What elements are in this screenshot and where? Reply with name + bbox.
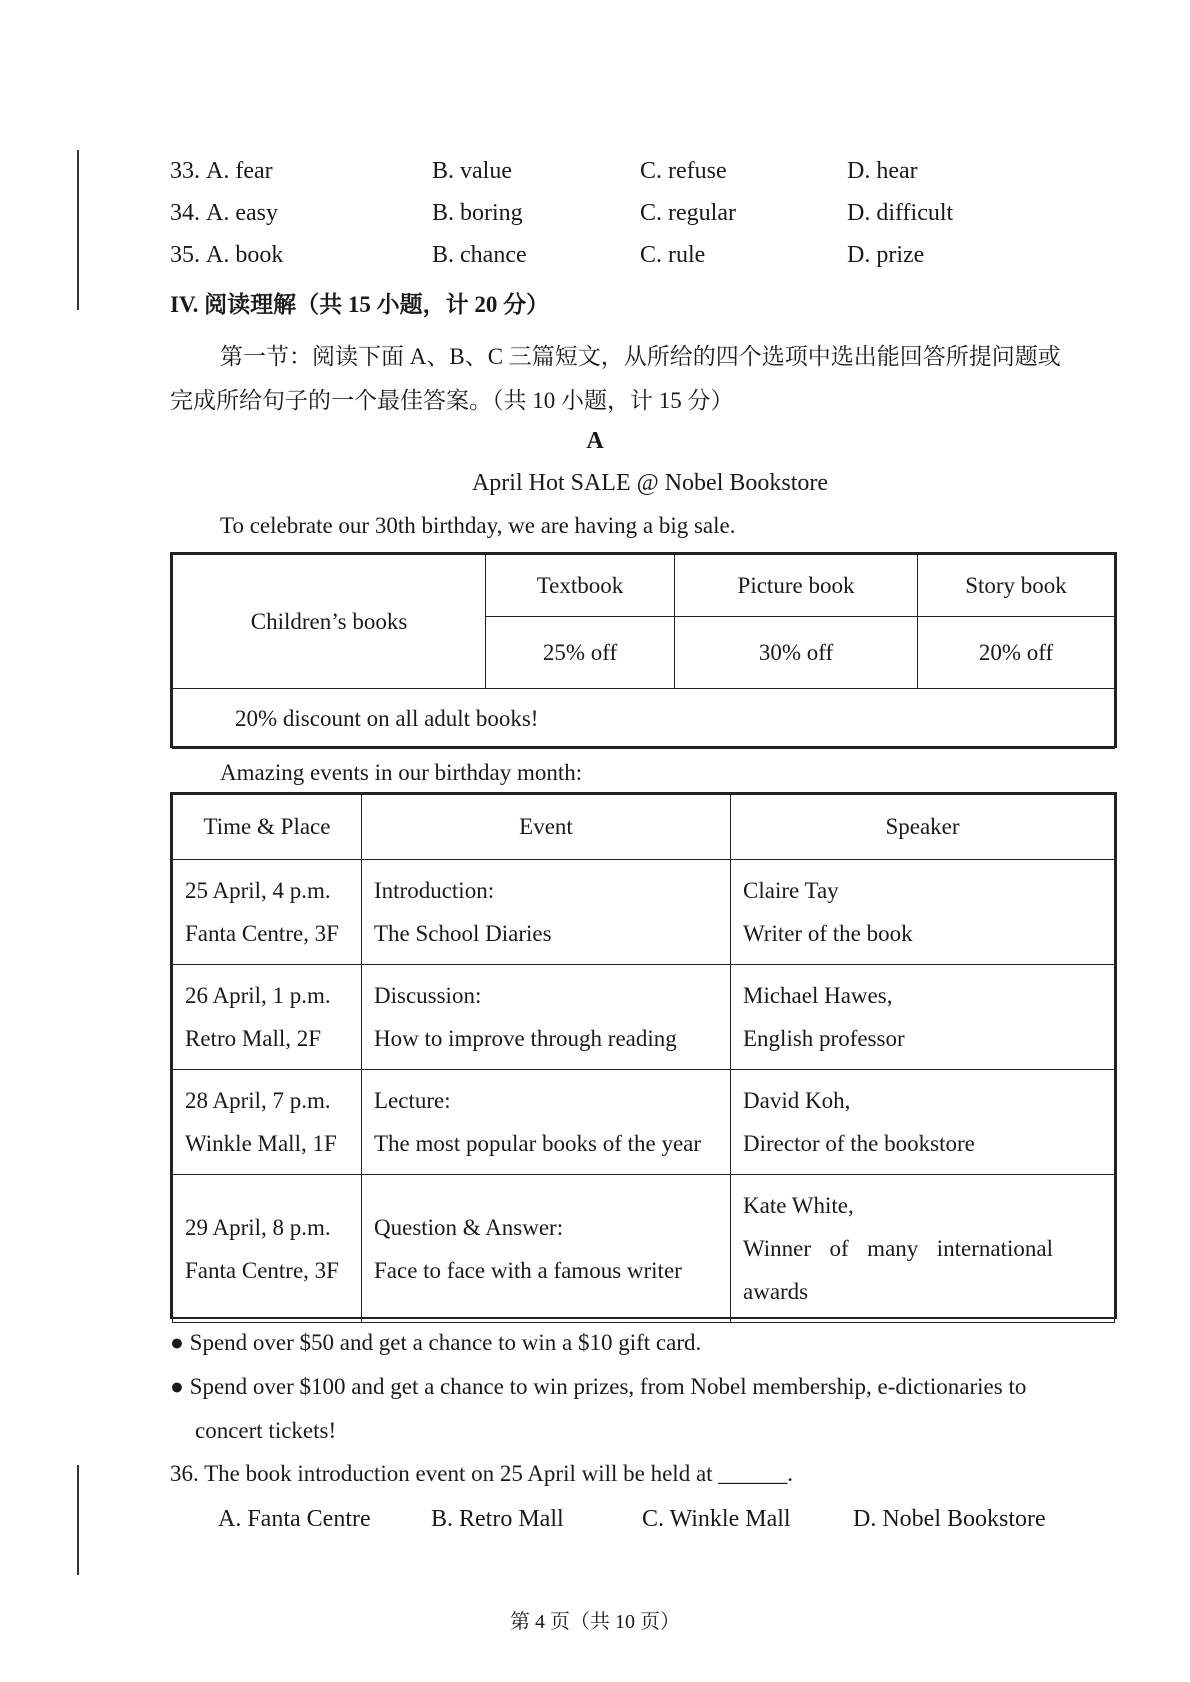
event-role: Director of the bookstore bbox=[743, 1131, 975, 1156]
event-time: 26 April, 1 p.m. bbox=[185, 983, 331, 1008]
event-role: Winner of many international awards bbox=[743, 1236, 1053, 1304]
discount-textbook: 25% off bbox=[486, 617, 675, 689]
option-c: C. refuse bbox=[640, 158, 727, 184]
question-36-stem: 36. The book introduction event on 25 April will be held at ______. bbox=[170, 1461, 794, 1486]
header-speaker: Speaker bbox=[731, 795, 1115, 860]
event-role: English professor bbox=[743, 1026, 905, 1051]
option-c: C. Winkle Mall bbox=[642, 1506, 791, 1532]
question-number: 34. bbox=[170, 200, 200, 226]
discount-story-book: 20% off bbox=[918, 617, 1115, 689]
instruction-line-1: 第一节：阅读下面 A、B、C 三篇短文，从所给的四个选项中选出能回答所提问题或 bbox=[220, 344, 1061, 369]
margin-line-top bbox=[77, 150, 79, 310]
header-time-place: Time & Place bbox=[173, 795, 362, 860]
option-a: A. Fanta Centre bbox=[218, 1506, 371, 1532]
question-number: 33. bbox=[170, 158, 200, 184]
sale-table bbox=[170, 552, 1117, 748]
option-d: D. hear bbox=[847, 158, 918, 184]
event-place: Winkle Mall, 1F bbox=[185, 1131, 337, 1156]
event-time: 28 April, 7 p.m. bbox=[185, 1088, 331, 1113]
bullet-text: Spend over $100 and get a chance to win prizes, from Nobel membership, e-dictionaries to bbox=[189, 1374, 1027, 1399]
event-title: How to improve through reading bbox=[374, 1026, 677, 1051]
event-place: Fanta Centre, 3F bbox=[185, 921, 339, 946]
question-35 bbox=[170, 242, 1070, 276]
option-b: B. boring bbox=[432, 200, 523, 226]
passage-intro: To celebrate our 30th birthday, we are having a big sale. bbox=[220, 513, 736, 538]
option-a: A. book bbox=[206, 242, 284, 268]
events-intro: Amazing events in our birthday month: bbox=[220, 760, 583, 785]
event-type: Question & Answer: bbox=[374, 1214, 564, 1240]
event-speaker: Kate White, bbox=[743, 1193, 854, 1218]
option-b: B. chance bbox=[432, 242, 527, 268]
header-textbook: Textbook bbox=[486, 555, 675, 617]
option-c: C. rule bbox=[640, 242, 706, 268]
header-story-book: Story book bbox=[918, 555, 1115, 617]
option-c: C. regular bbox=[640, 200, 736, 226]
bullet-1: ● Spend over $50 and get a chance to win a $10 gift card. bbox=[170, 1330, 702, 1355]
instruction-line-2: 完成所给句子的一个最佳答案。（共 10 小题，计 15 分） bbox=[170, 388, 734, 413]
option-b: B. value bbox=[432, 158, 512, 184]
option-b: B. Retro Mall bbox=[431, 1506, 564, 1532]
header-event: Event bbox=[362, 795, 731, 860]
event-speaker: Michael Hawes, bbox=[743, 983, 893, 1008]
table-row bbox=[173, 965, 1115, 1070]
table-row bbox=[173, 860, 1115, 965]
event-type: Discussion: bbox=[374, 983, 482, 1008]
passage-letter: A bbox=[586, 428, 604, 454]
event-title: The School Diaries bbox=[374, 921, 552, 946]
question-36-options bbox=[218, 1506, 1118, 1540]
event-title: The most popular books of the year bbox=[374, 1131, 702, 1156]
events-table bbox=[170, 792, 1117, 1319]
option-a: A. fear bbox=[206, 158, 273, 184]
event-type: Introduction: bbox=[374, 878, 495, 903]
row-label-childrens-books: Children’s books bbox=[173, 555, 486, 689]
event-title: Face to face with a famous writer bbox=[374, 1257, 682, 1283]
event-time: 29 April, 8 p.m. bbox=[185, 1214, 331, 1240]
table-row bbox=[173, 1070, 1115, 1175]
passage-title: April Hot SALE @ Nobel Bookstore bbox=[471, 470, 829, 496]
event-place: Fanta Centre, 3F bbox=[185, 1257, 339, 1283]
page-footer: 第 4 页（共 10 页） bbox=[510, 1611, 680, 1633]
bullet-2-continuation: concert tickets! bbox=[195, 1418, 337, 1443]
section-heading: IV. 阅读理解（共 15 小题，计 20 分） bbox=[170, 292, 550, 317]
event-speaker: David Koh, bbox=[743, 1088, 851, 1113]
question-number: 35. bbox=[170, 242, 200, 268]
event-time: 25 April, 4 p.m. bbox=[185, 878, 331, 903]
table-row bbox=[173, 1175, 1115, 1323]
question-34 bbox=[170, 200, 1070, 234]
bullet-2: ● Spend over $100 and get a chance to win prizes, from Nobel membership, e-dictionaries to bbox=[170, 1374, 1027, 1399]
discount-picture-book: 30% off bbox=[675, 617, 918, 689]
event-role: Writer of the book bbox=[743, 921, 913, 946]
event-speaker: Claire Tay bbox=[743, 878, 839, 903]
event-place: Retro Mall, 2F bbox=[185, 1026, 322, 1051]
option-d: D. Nobel Bookstore bbox=[853, 1506, 1046, 1532]
option-d: D. difficult bbox=[847, 200, 954, 226]
header-picture-book: Picture book bbox=[675, 555, 918, 617]
option-d: D. prize bbox=[847, 242, 925, 268]
margin-line-bottom bbox=[77, 1465, 79, 1575]
event-type: Lecture: bbox=[374, 1088, 451, 1113]
question-33 bbox=[170, 158, 1070, 192]
bullet-text: Spend over $50 and get a chance to win a $10 gift card. bbox=[189, 1330, 702, 1355]
option-a: A. easy bbox=[206, 200, 278, 226]
adult-discount-note: 20% discount on all adult books! bbox=[173, 689, 1115, 749]
